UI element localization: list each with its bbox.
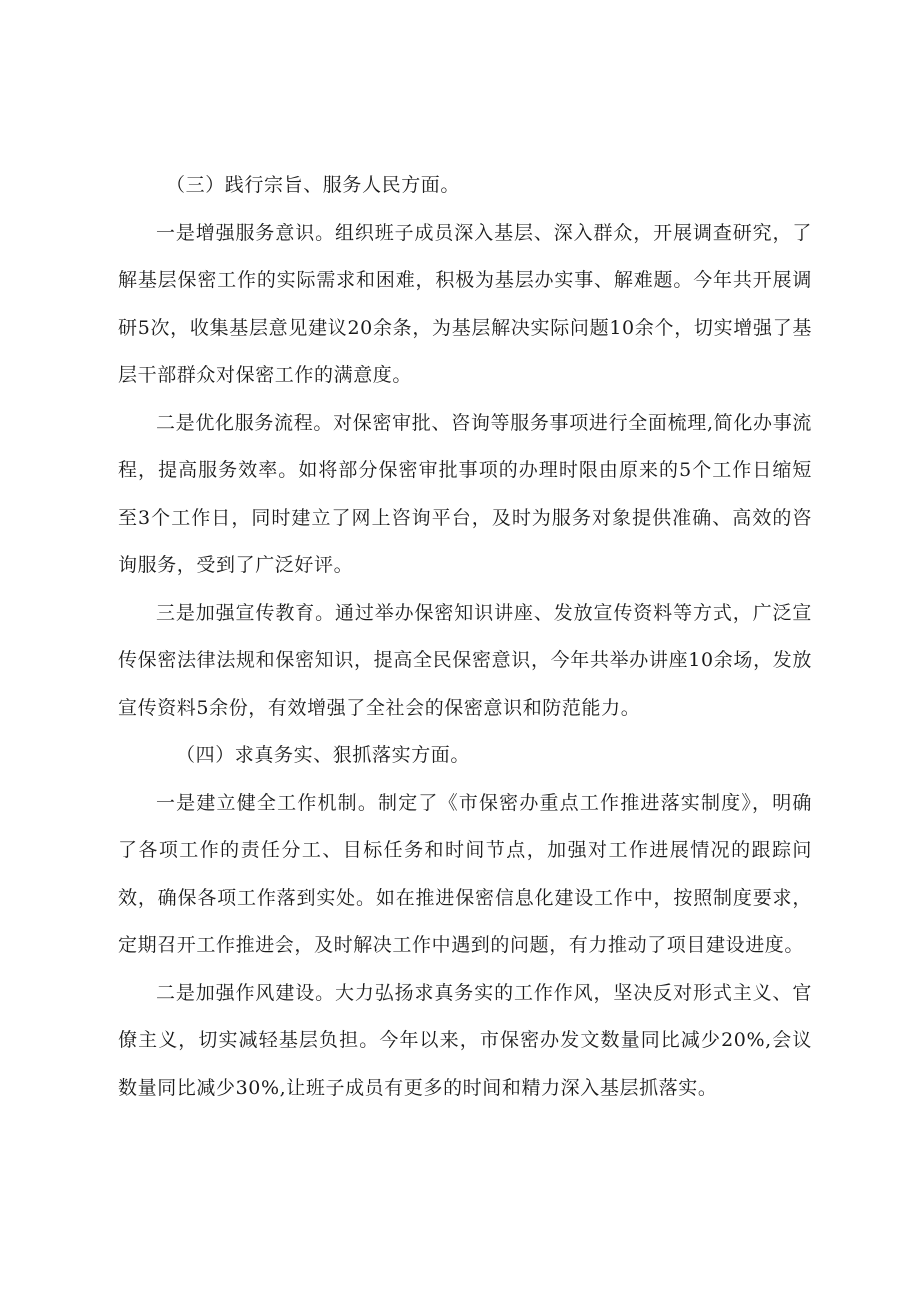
section-heading-4: （四）求真务实、狠抓落实方面。 <box>176 744 471 766</box>
paragraph-publicity-education: 三是加强宣传教育。通过举办保密知识讲座、发放宣传资料等方式，广泛宣传保密法律法规和保密知识，提高全民保密意识，今年共举办讲座10余场，发放宣传资料5余份，有效增强了全社会的保密意识和防范能力。 <box>118 601 812 719</box>
document-body <box>118 162 812 1112</box>
section-heading-3: （三）践行宗旨、服务人民方面。 <box>166 174 461 196</box>
paragraph-work-mechanism: 一是建立健全工作机制。制定了《市保密办重点工作推进落实制度》，明确了各项工作的责任分工、目标任务和时间节点，加强对工作进展情况的跟踪问效，确保各项工作落到实处。如在推进保密信息化建设工作中，按照制度要求，定期召开工作推进会，及时解决工作中遇到的问题，有力推动了项目建设进度。 <box>118 791 812 956</box>
paragraph-service-awareness: 一是增强服务意识。组织班子成员深入基层、深入群众，开展调查研究，了解基层保密工作的实际需求和困难，积极为基层办实事、解难题。今年共开展调研5次，收集基层意见建议20余条，为基层解决实际问题10余个，切实增强了基层干部群众对保密工作的满意度。 <box>118 221 812 386</box>
paragraph-work-style: 二是加强作风建设。大力弘扬求真务实的工作作风，坚决反对形式主义、官僚主义，切实减轻基层负担。今年以来，市保密办发文数量同比减少20%,会议数量同比减少30%,让班子成员有更多的时间和精力深入基层抓落实。 <box>118 981 812 1099</box>
paragraph-service-process: 二是优化服务流程。对保密审批、咨询等服务事项进行全面梳理,简化办事流程，提高服务效率。如将部分保密审批事项的办理时限由原来的5个工作日缩短至3个工作日，同时建立了网上咨询平台，及时为服务对象提供准确、高效的咨询服务，受到了广泛好评。 <box>118 411 812 576</box>
